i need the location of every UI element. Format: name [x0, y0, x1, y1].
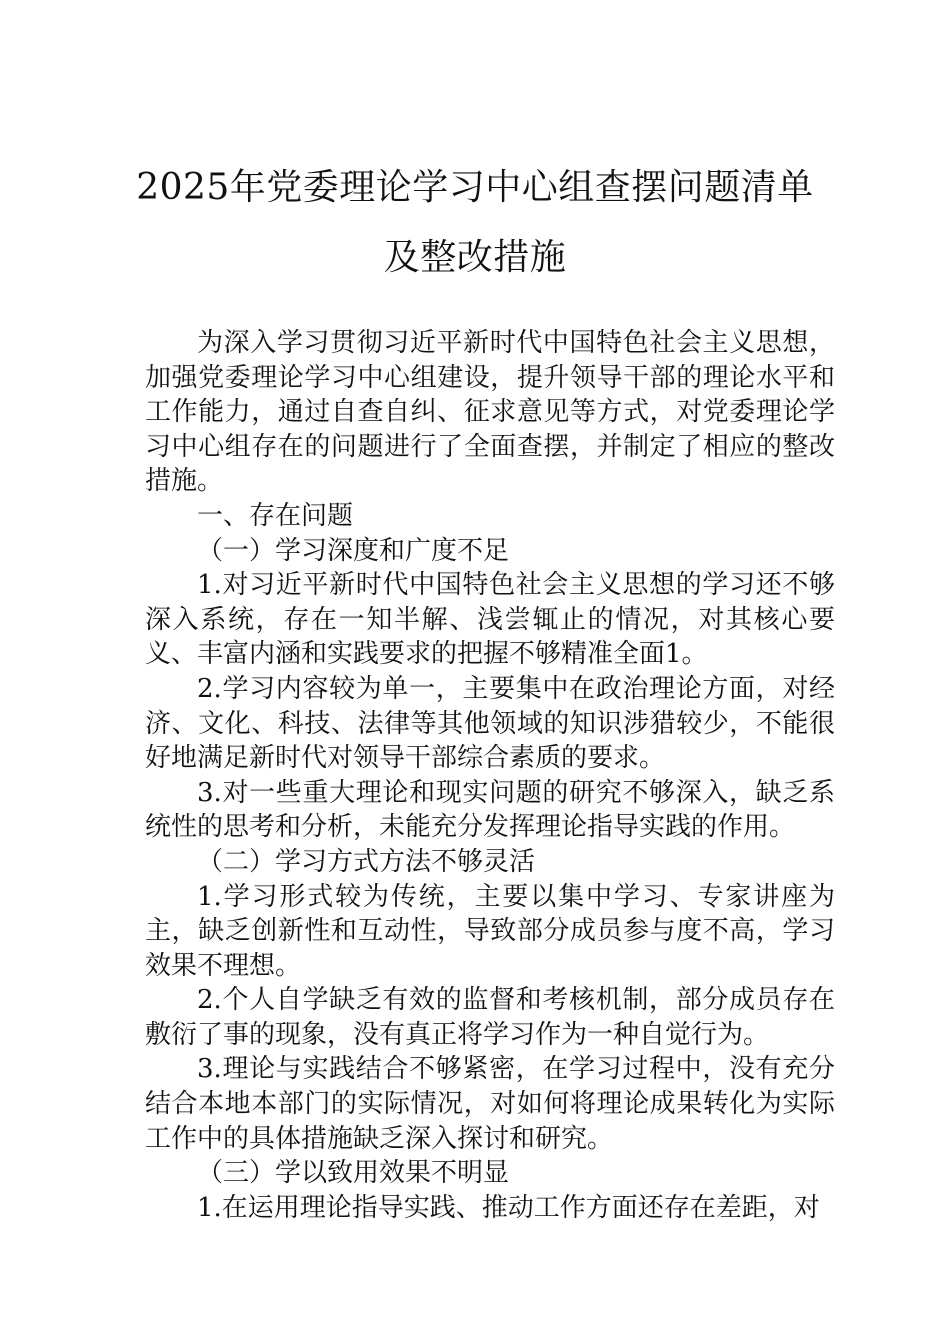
intro-paragraph: 为深入学习贯彻习近平新时代中国特色社会主义思想，加强党委理论学习中心组建设，提升领导干部的理论水平和工作能力，通过自查自纠、征求意见等方式，对党委理论学习中心组存在的问题进行了全面查摆，并制定了相应的整改措施。	[145, 328, 835, 497]
subsection-2-item: 1.学习形式较为传统，主要以集中学习、专家讲座为主，缺乏创新性和互动性，导致部分成员参与度不高，学习效果不理想。	[145, 881, 835, 981]
document-body	[145, 326, 835, 1225]
subsection-heading-1: （一）学习深度和广度不足	[197, 535, 510, 566]
subsection-heading-2: （二）学习方式方法不够灵活	[197, 846, 536, 877]
section-heading-problems: 一、存在问题	[197, 500, 354, 531]
subsection-3-item: 1.在运用理论指导实践、推动工作方面还存在差距，对	[197, 1192, 820, 1223]
subsection-1-item: 2.学习内容较为单一，主要集中在政治理论方面，对经济、文化、科技、法律等其他领域的知识涉猎较少，不能很好地满足新时代对领导干部综合素质的要求。	[145, 673, 835, 774]
document-title-line-2: 及整改措施	[383, 237, 567, 278]
subsection-heading-3: （三）学以致用效果不明显	[197, 1158, 510, 1189]
subsection-2-item: 3.理论与实践结合不够紧密，在学习过程中，没有充分结合本地本部门的实际情况，对如何将理论成果转化为实际工作中的具体措施缺乏深入探讨和研究。	[145, 1054, 835, 1154]
subsection-1-item: 1.对习近平新时代中国特色社会主义思想的学习还不够深入系统，存在一知半解、浅尝辄止的情况，对其核心要义、丰富内涵和实践要求的把握不够精准全面1。	[145, 570, 835, 670]
subsection-2-item: 2.个人自学缺乏有效的监督和考核机制，部分成员存在敷衍了事的现象，没有真正将学习作为一种自觉行为。	[145, 985, 835, 1050]
subsection-1-item: 3.对一些重大理论和现实问题的研究不够深入，缺乏系统性的思考和分析，未能充分发挥理论指导实践的作用。	[145, 777, 835, 843]
document-title-line-1: 2025年党委理论学习中心组查摆问题清单	[136, 167, 814, 208]
